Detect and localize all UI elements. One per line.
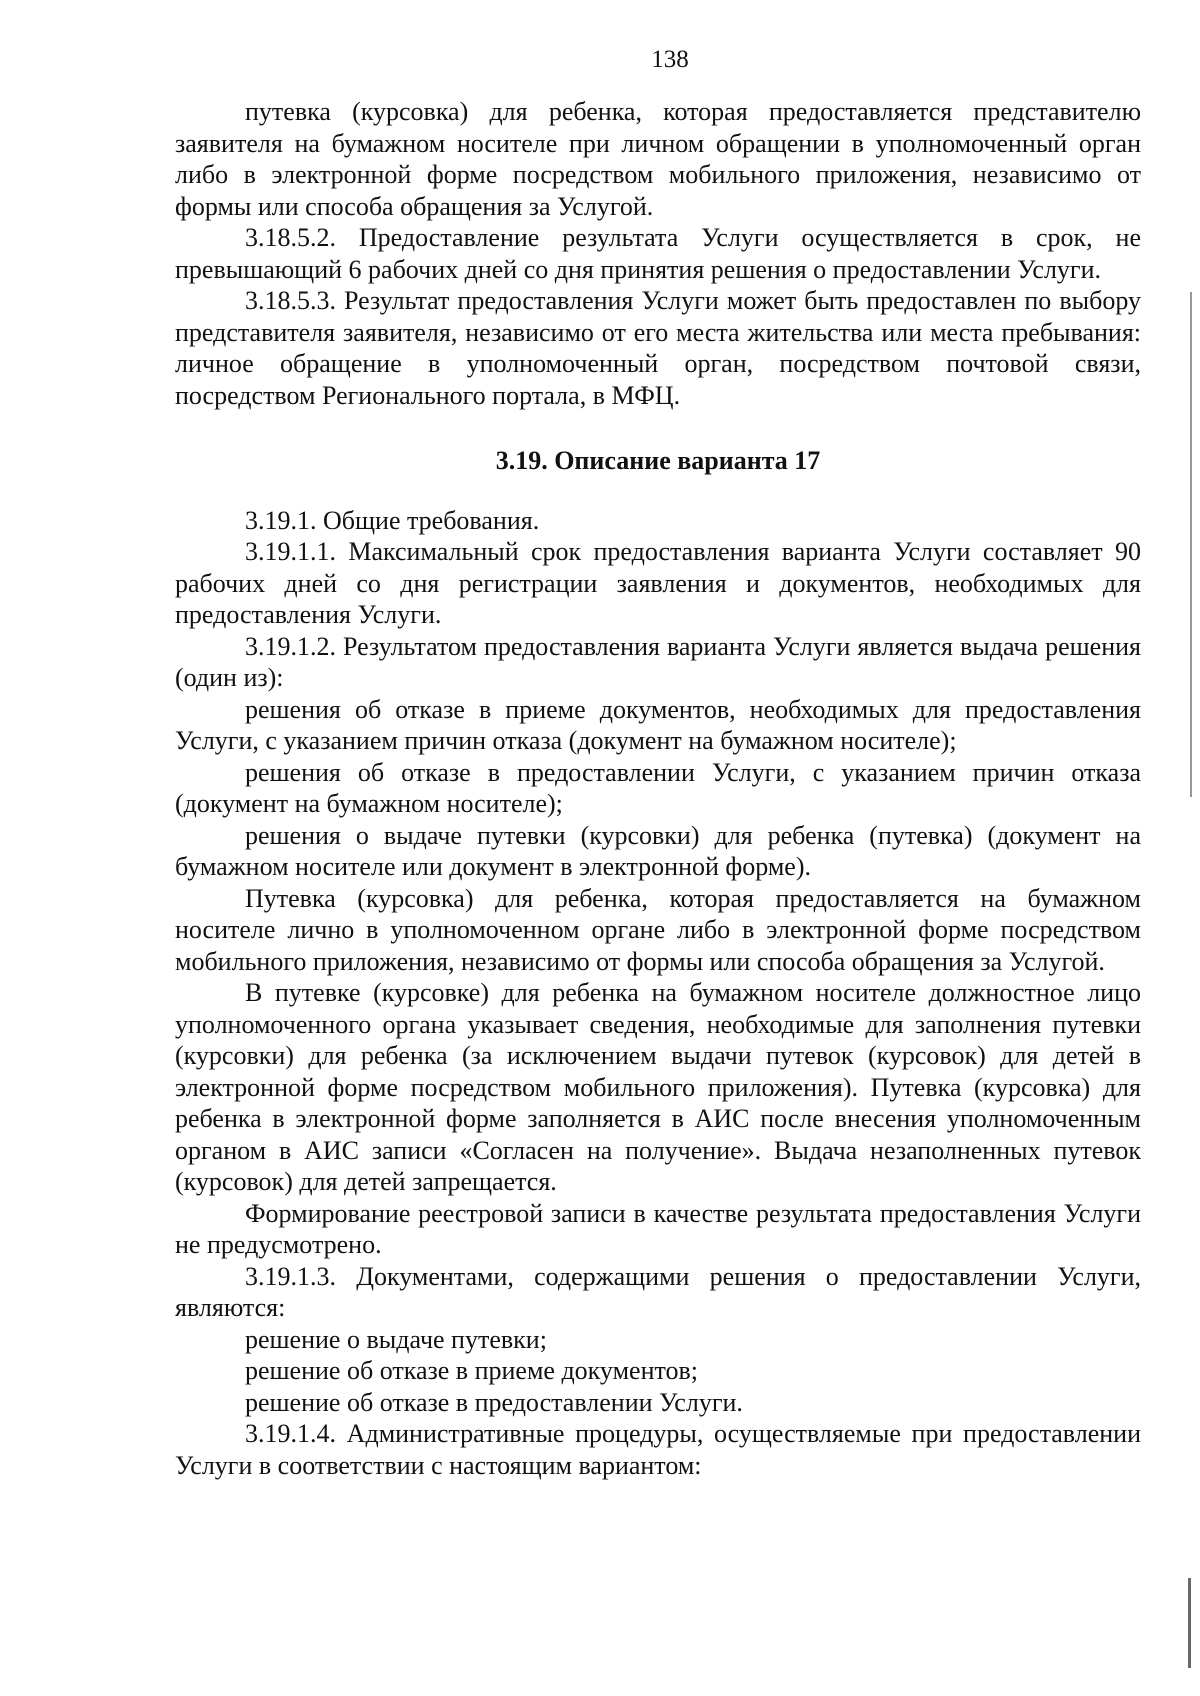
paragraph: 3.18.5.2. Предоставление результата Услуги осуществляется в срок, не превышающий 6 рабочих дней со дня принятия решения о предоставлении Услуги. [175,223,1141,284]
paragraph: решения об отказе в приеме документов, необходимых для предоставления Услуги, с указанием причин отказа (документ на бумажном носителе); [175,694,1141,755]
paragraph: путевка (курсовка) для ребенка, которая предоставляется представителю заявителя на бумажном носителе при личном обращении в уполномоченный орган либо в электронной форме посредством мобильного приложения, независимо от формы или способа обращения за Услугой. [175,97,1141,221]
scan-edge-mark [1190,292,1192,797]
paragraph: решения о выдаче путевки (курсовки) для ребенка (путевка) (документ на бумажном носителе или документ в электронной форме). [175,820,1141,881]
paragraph: 3.19.1. Общие требования. [245,505,540,535]
document-body [175,96,1141,1481]
scan-edge-mark [1188,1578,1191,1668]
page-number: 138 [651,46,689,73]
paragraph: Формирование реестровой записи в качестве результата предоставления Услуги не предусмотрено. [175,1198,1141,1259]
paragraph: решение о выдаче путевки; [245,1324,547,1354]
paragraph: решения об отказе в предоставлении Услуги, с указанием причин отказа (документ на бумажном носителе); [175,757,1141,818]
paragraph: 3.18.5.3. Результат предоставления Услуги может быть предоставлен по выбору представителя заявителя, независимо от его места жительства или места пребывания: личное обращение в уполномоченный орган, посредством почтовой связи, посредством Регионального портала, в МФЦ. [175,286,1141,410]
paragraph: 3.19.1.1. Максимальный срок предоставления варианта Услуги составляет 90 рабочих дней со дня регистрации заявления и документов, необходимых для предоставления Услуги. [175,537,1141,629]
paragraph: В путевке (курсовке) для ребенка на бумажном носителе должностное лицо уполномоченного органа указывает сведения, необходимые для заполнения путевки (курсовки) для ребенка (за исключением выдачи путевок (курсовок) для детей в электронной форме посредством мобильного приложения). Путевка (курсовка) для ребенка в электронной форме заполняется в АИС после внесения уполномоченным органом в АИС записи «Согласен на получение». Выдача незаполненных путевок (курсовок) для детей запрещается. [175,978,1141,1196]
paragraph: Путевка (курсовка) для ребенка, которая предоставляется на бумажном носителе лично в уполномоченном органе либо в электронной форме посредством мобильного приложения, независимо от формы или способа обращения за Услугой. [175,883,1141,976]
paragraph: 3.19.1.4. Административные процедуры, осуществляемые при предоставлении Услуги в соответствии с настоящим вариантом: [175,1419,1141,1480]
paragraph: 3.19.1.2. Результатом предоставления варианта Услуги является выдача решения (один из): [175,631,1141,692]
section-title: 3.19. Описание варианта 17 [495,446,821,475]
paragraph: решение об отказе в приеме документов; [245,1356,699,1385]
paragraph: 3.19.1.3. Документами, содержащими решения о предоставлении Услуги, являются: [175,1261,1141,1322]
paragraph: решение об отказе в предоставлении Услуги. [245,1387,743,1417]
